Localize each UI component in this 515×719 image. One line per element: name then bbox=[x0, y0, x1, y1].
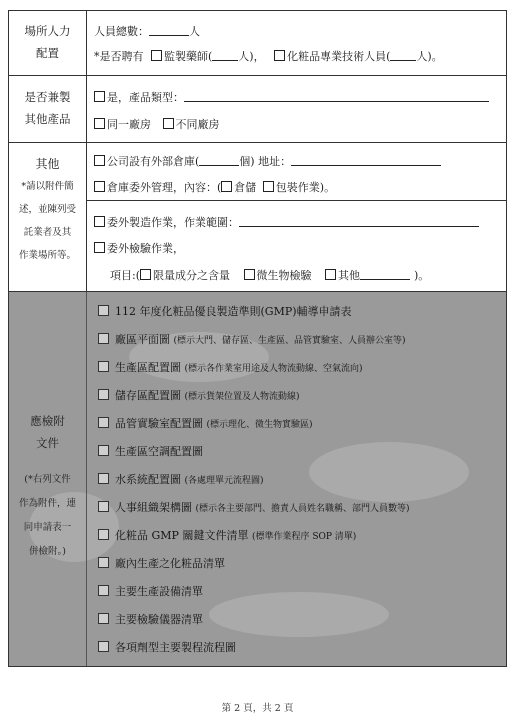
attachment-note: (各處理單元流程圖) bbox=[184, 476, 264, 486]
outsource-mfg-label: 委外製造作業，作業範圍： bbox=[107, 216, 239, 229]
attachment-note: (標示貨架位置及人物流動線) bbox=[184, 392, 300, 402]
attachment-checkbox[interactable] bbox=[98, 585, 109, 596]
attachment-checkbox[interactable] bbox=[98, 613, 109, 624]
hire-question: *是否聘有 bbox=[94, 50, 144, 63]
staff-label bbox=[9, 11, 87, 75]
attachment-item-2 bbox=[98, 331, 406, 351]
attachment-checkbox[interactable] bbox=[98, 305, 109, 316]
warehouse-label: 公司設有外部倉庫( bbox=[107, 155, 200, 168]
attachment-title: 人事組織架構圖 bbox=[115, 501, 192, 514]
pharmacist-checkbox[interactable] bbox=[151, 50, 162, 61]
attachment-title: 化粧品 GMP 關鍵文件清單 bbox=[115, 529, 249, 542]
staff-content bbox=[88, 11, 506, 75]
others-checkbox[interactable] bbox=[325, 269, 336, 280]
other-label bbox=[9, 143, 87, 291]
attachment-title: 品管實驗室配置圖 bbox=[115, 417, 203, 430]
same-plant-checkbox[interactable] bbox=[94, 118, 105, 129]
attachments-label-line2: 文件 bbox=[36, 436, 59, 450]
attachments-note-line2: 作為附件，連 bbox=[18, 498, 76, 509]
cosmetic-tech-count-field[interactable] bbox=[390, 50, 416, 61]
outsource-test-label: 委外檢驗作業， bbox=[107, 242, 184, 255]
attachment-checkbox[interactable] bbox=[98, 445, 109, 456]
attachment-note: (標示理化、微生物實驗區) bbox=[206, 420, 313, 430]
attachment-checkbox[interactable] bbox=[98, 389, 109, 400]
attachment-title: 生產區空調配置圖 bbox=[115, 445, 203, 458]
attachment-checkbox[interactable] bbox=[98, 417, 109, 428]
total-staff-label: 人員總數： bbox=[94, 25, 149, 38]
attachment-item-9 bbox=[98, 527, 356, 547]
other-label-line4: 託業者及其 bbox=[23, 227, 72, 238]
product-type-field[interactable] bbox=[184, 91, 489, 102]
cosmetic-tech-label: 化粧品專業技術人員( bbox=[287, 50, 391, 63]
product-type-label: 是，產品類型： bbox=[107, 91, 184, 104]
attachments-label bbox=[9, 292, 87, 666]
warehouse-address-label: 個) 地址： bbox=[239, 155, 292, 168]
attachment-checkbox[interactable] bbox=[98, 557, 109, 568]
packing-label: 包裝作業)。 bbox=[275, 181, 336, 194]
storage-checkbox[interactable] bbox=[221, 181, 232, 192]
items-suffix: )。 bbox=[414, 269, 430, 282]
attachment-item-5 bbox=[98, 415, 313, 435]
staff-label-line1: 場所人力 bbox=[24, 24, 71, 38]
cosmetic-tech-checkbox[interactable] bbox=[274, 50, 285, 61]
staff-label-line2: 配置 bbox=[36, 46, 59, 60]
limit-test-checkbox[interactable] bbox=[140, 269, 151, 280]
diff-plant-label: 不同廠房 bbox=[175, 118, 220, 131]
attachment-title: 廠內生產之化粧品清單 bbox=[115, 557, 225, 570]
attachments-list bbox=[88, 292, 506, 666]
limit-test-label: 限量成分之含量 bbox=[153, 269, 230, 282]
attachment-note: (標示各主要部門、擔責人員姓名職稱、部門人員數等) bbox=[195, 504, 410, 514]
attachment-title: 廠區平面圖 bbox=[115, 333, 170, 346]
attachment-checkbox[interactable] bbox=[98, 473, 109, 484]
diff-plant-checkbox[interactable] bbox=[163, 118, 174, 129]
attachment-title: 生產區配置圖 bbox=[115, 361, 181, 374]
attachment-item-3 bbox=[98, 359, 363, 379]
attachment-note: (標示大門、儲存區、生產區、品管實驗室、人員辦公室等) bbox=[173, 336, 406, 346]
other-label-line2: *請以附件簡 bbox=[21, 181, 74, 192]
attachments-note-line1: (*右列文件 bbox=[24, 474, 71, 485]
attachments-row bbox=[9, 292, 506, 666]
cosmetic-tech-unit: 人)。 bbox=[416, 50, 443, 63]
micro-test-checkbox[interactable] bbox=[244, 269, 255, 280]
attachment-item-6 bbox=[98, 443, 203, 463]
attachment-title: 各項劑型主要製程流程圖 bbox=[115, 641, 236, 654]
attachment-note: (標準作業程序 SOP 清單) bbox=[251, 532, 357, 542]
pharmacist-unit: 人)， bbox=[238, 50, 265, 63]
other-label-line5: 作業場所等。 bbox=[18, 250, 76, 261]
attachments-note-line3: 同申請表一 bbox=[23, 522, 72, 533]
attachments-label-line1: 應檢附 bbox=[30, 414, 65, 428]
other-products-label-line1: 是否兼製 bbox=[24, 90, 71, 104]
same-plant-label: 同一廠房 bbox=[107, 118, 151, 131]
warehouse-checkbox[interactable] bbox=[94, 155, 105, 166]
attachments-note-line4: 併檢附。) bbox=[29, 546, 66, 557]
attachment-item-7 bbox=[98, 471, 264, 491]
application-form-table bbox=[8, 10, 507, 667]
consign-mgmt-label: 倉庫委外管理，內容：( bbox=[107, 181, 222, 194]
attachment-checkbox[interactable] bbox=[98, 361, 109, 372]
attachment-checkbox[interactable] bbox=[98, 501, 109, 512]
attachment-item-4 bbox=[98, 387, 300, 407]
consign-mgmt-checkbox[interactable] bbox=[94, 181, 105, 192]
warehouse-address-field[interactable] bbox=[291, 155, 441, 166]
attachment-title: 112 年度化粧品優良製造準則(GMP)輔導申請表 bbox=[115, 305, 352, 318]
other-products-label bbox=[9, 76, 87, 142]
warehouse-count-field[interactable] bbox=[199, 155, 239, 166]
other-products-row bbox=[9, 76, 506, 143]
total-staff-field[interactable] bbox=[149, 25, 189, 36]
attachment-item-10 bbox=[98, 555, 225, 575]
other-products-label-line2: 其他產品 bbox=[24, 112, 71, 126]
storage-label: 倉儲 bbox=[234, 181, 257, 194]
others-field[interactable] bbox=[360, 269, 410, 280]
total-staff-unit: 人 bbox=[189, 25, 200, 38]
outsource-mfg-checkbox[interactable] bbox=[94, 216, 105, 227]
yes-checkbox[interactable] bbox=[94, 91, 105, 102]
others-label: 其他 bbox=[338, 269, 360, 282]
other-label-line1: 其他 bbox=[35, 157, 60, 171]
micro-test-label: 微生物檢驗 bbox=[256, 269, 312, 282]
attachment-item-1 bbox=[98, 303, 352, 323]
page-footer: 第 2 頁，共 2 頁 bbox=[221, 703, 294, 714]
pharmacist-count-field[interactable] bbox=[212, 50, 238, 61]
attachment-checkbox[interactable] bbox=[98, 641, 109, 652]
outsource-scope-field[interactable] bbox=[239, 216, 479, 227]
attachment-checkbox[interactable] bbox=[98, 529, 109, 540]
other-products-content bbox=[88, 76, 506, 142]
outsource-test-checkbox[interactable] bbox=[94, 242, 105, 253]
attachment-item-11 bbox=[98, 583, 203, 603]
attachment-title: 主要檢驗儀器清單 bbox=[115, 613, 203, 626]
other-label-line3: 述，並陳列受 bbox=[18, 204, 76, 215]
attachment-item-13 bbox=[98, 639, 236, 659]
attachment-title: 儲存區配置圖 bbox=[115, 389, 181, 402]
attachment-checkbox[interactable] bbox=[98, 333, 109, 344]
packing-checkbox[interactable] bbox=[263, 181, 274, 192]
attachment-title: 主要生產設備清單 bbox=[115, 585, 203, 598]
staff-row bbox=[9, 11, 506, 76]
attachment-note: (標示各作業室用途及人物流動線、空氣流向) bbox=[184, 364, 363, 374]
other-row bbox=[9, 143, 506, 292]
other-content bbox=[88, 143, 506, 291]
other-subrow-divider bbox=[87, 200, 506, 201]
attachment-title: 水系統配置圖 bbox=[115, 473, 181, 486]
pharmacist-label: 監製藥師( bbox=[164, 50, 213, 63]
attachment-item-12 bbox=[98, 611, 203, 631]
attachment-item-8 bbox=[98, 499, 410, 519]
items-prefix: 項目:( bbox=[110, 269, 140, 282]
